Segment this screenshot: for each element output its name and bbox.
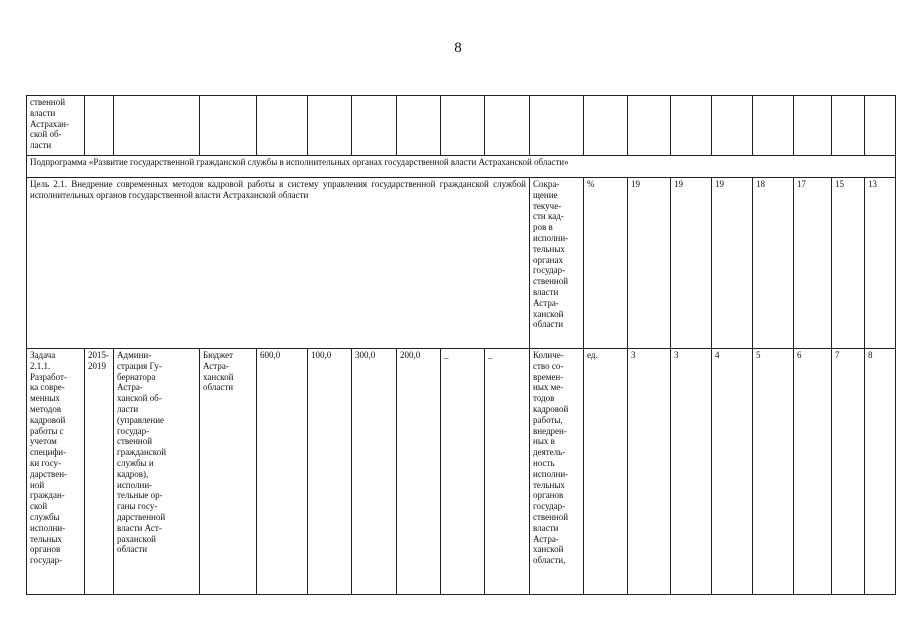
goal-value: 19 [671,178,712,349]
page-number: 8 [454,40,462,56]
empty-cell [832,96,865,156]
task-value: 5 [753,349,794,595]
empty-cell [865,96,896,156]
task-amount: 300,0 [352,349,397,595]
empty-cell [114,96,200,156]
goal-indicator: Сокра- щение текуче- сти кад- ров в исполни- тельных органах государ- ственной власти Астра- ханской области [530,178,584,349]
task-amount: _ [485,349,530,595]
empty-cell [628,96,671,156]
empty-cell [753,96,794,156]
goal-value: 19 [712,178,753,349]
goal-value: 18 [753,178,794,349]
task-value: 4 [712,349,753,595]
empty-cell [352,96,397,156]
table-row-goal [27,178,896,349]
empty-cell [257,96,308,156]
goal-text: Цель 2.1. Внедрение современных методов кадровой работы в систему управления государственной гражданской службой исполнительных органов государственной власти Астраханской области [27,178,530,349]
empty-cell [530,96,584,156]
task-value: 3 [671,349,712,595]
task-funding-source: Бюджет Астра- ханской области [200,349,257,595]
empty-cell [671,96,712,156]
task-executor: Админи- страция Гу- бернатора Астра- ханской об- ласти (управление государ- ственной гражданской службы и кадров), исполни- тельные ор- ганы госу- дарственной власти Аст- раханской области [114,349,200,595]
subprogram-heading: Подпрограмма «Развитие государственной гражданской службы в исполнительных органах государственной власти Астраханской области» [27,156,896,178]
goal-value: 15 [832,178,865,349]
goal-unit: % [584,178,628,349]
goal-value: 17 [794,178,832,349]
program-table [26,95,896,595]
task-name: Задача 2.1.1. Разработ- ка совре- менных методов кадровой работы с учетом специфи- ки госу- дарствен- ной граждан- ской службы исполни- тельных органов государ- [27,349,85,595]
task-amount: 200,0 [397,349,441,595]
continuation-cell: ственной власти Астрахан- ской об- ласти [27,96,85,156]
table-row-subprogram [27,156,896,178]
goal-value: 13 [865,178,896,349]
table-row-task [27,349,896,595]
table-row-continuation [27,96,896,156]
empty-cell [441,96,485,156]
task-unit: ед. [584,349,628,595]
task-amount: 600,0 [257,349,308,595]
task-value: 8 [865,349,896,595]
goal-value: 19 [628,178,671,349]
task-value: 6 [794,349,832,595]
empty-cell [85,96,114,156]
empty-cell [584,96,628,156]
empty-cell [397,96,441,156]
task-amount: 100,0 [308,349,352,595]
task-value: 3 [628,349,671,595]
empty-cell [485,96,530,156]
task-period: 2015- 2019 [85,349,114,595]
task-indicator: Количе- ство со- времен- ных ме- тодов кадровой работы, внедрен- ных в деятель- ность исполни- тельных органов государ- ственной власти Астра- ханской области, [530,349,584,595]
task-amount: _ [441,349,485,595]
empty-cell [308,96,352,156]
empty-cell [200,96,257,156]
task-value: 7 [832,349,865,595]
empty-cell [712,96,753,156]
empty-cell [794,96,832,156]
